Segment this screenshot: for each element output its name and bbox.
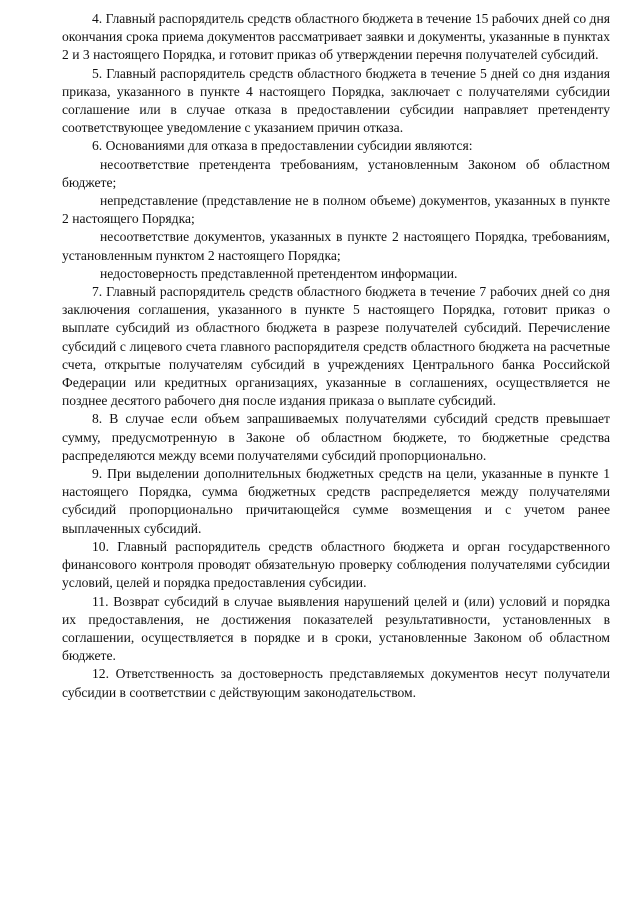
paragraph-item-7: 7. Главный распорядитель средств областного бюджета в течение 7 рабочих дней со дня заключения соглашения, указанного в пункте 5 настоящего Порядка, готовит приказ о выплате субсидий из областного бюджета в разрезе получателей субсидий. Перечисление субсидий с лицевого счета главного распорядителя средств областного бюджета на расчетные счета, открытые получателям субсидий в учреждениях Центрального банка Российской Федерации или кредитных организациях, указанные в соглашениях, осуществляется не позднее десятого рабочего дня после издания приказа о выплате субсидий. (62, 284, 610, 409)
paragraph-item-5: 5. Главный распорядитель средств областного бюджета в течение 5 дней со дня издания приказа, указанного в пункте 4 настоящего Порядка, заключает с получателями субсидии соглашение или в случае отказа в предоставлении субсидии направляет претенденту соответствующее уведомление с указанием причин отказа. (62, 65, 610, 136)
paragraph-item-12: 12. Ответственность за достоверность представляемых документов несут получатели субсидии в соответствии с действующим законодательством. (62, 666, 610, 700)
paragraph-item-8: 8. В случае если объем запрашиваемых получателями субсидий средств превышает сумму, предусмотренную в Законе об областном бюджете, то бюджетные средства распределяются между всеми получателями субсидий пропорционально. (62, 411, 610, 463)
refusal-ground-2: непредставление (представление не в полном объеме) документов, указанных в пункте 2 настоящего Порядка; (62, 193, 610, 227)
document-page (62, 10, 610, 702)
paragraph-item-9: 9. При выделении дополнительных бюджетных средств на цели, указанные в пункте 1 настоящего Порядка, сумма бюджетных средств распределяется между получателями субсидий пропорционально причитающейся сумме возмещения и с учетом ранее выплаченных субсидий. (62, 466, 610, 536)
refusal-ground-4: недостоверность представленной претендентом информации. (100, 265, 458, 281)
refusal-ground-3: несоответствие документов, указанных в пункте 2 настоящего Порядка, требованиям, установленным пунктом 2 настоящего Порядка; (62, 229, 610, 263)
paragraph-item-11: 11. Возврат субсидий в случае выявления нарушений целей и (или) условий и порядка их предоставления, не достижения показателей результативности, установленных в соглашении, осуществляется в порядке и в сроки, установленные Законом об областном бюджете. (62, 593, 610, 664)
paragraph-item-4: 4. Главный распорядитель средств областного бюджета в течение 15 рабочих дней со дня окончания срока приема документов рассматривает заявки и документы, указанные в пунктах 2 и 3 настоящего Порядка, и готовит приказ об утверждении перечня получателей субсидий. (62, 11, 610, 63)
paragraph-item-10: 10. Главный распорядитель средств областного бюджета и орган государственного финансового контроля проводят обязательную проверку соблюдения получателями субсидии условий, целей и порядка предоставления субсидии. (62, 538, 610, 591)
paragraph-item-6: 6. Основаниями для отказа в предоставлении субсидии являются: (92, 138, 473, 154)
refusal-ground-1: несоответствие претендента требованиям, установленным Законом об областном бюджете; (62, 156, 610, 190)
